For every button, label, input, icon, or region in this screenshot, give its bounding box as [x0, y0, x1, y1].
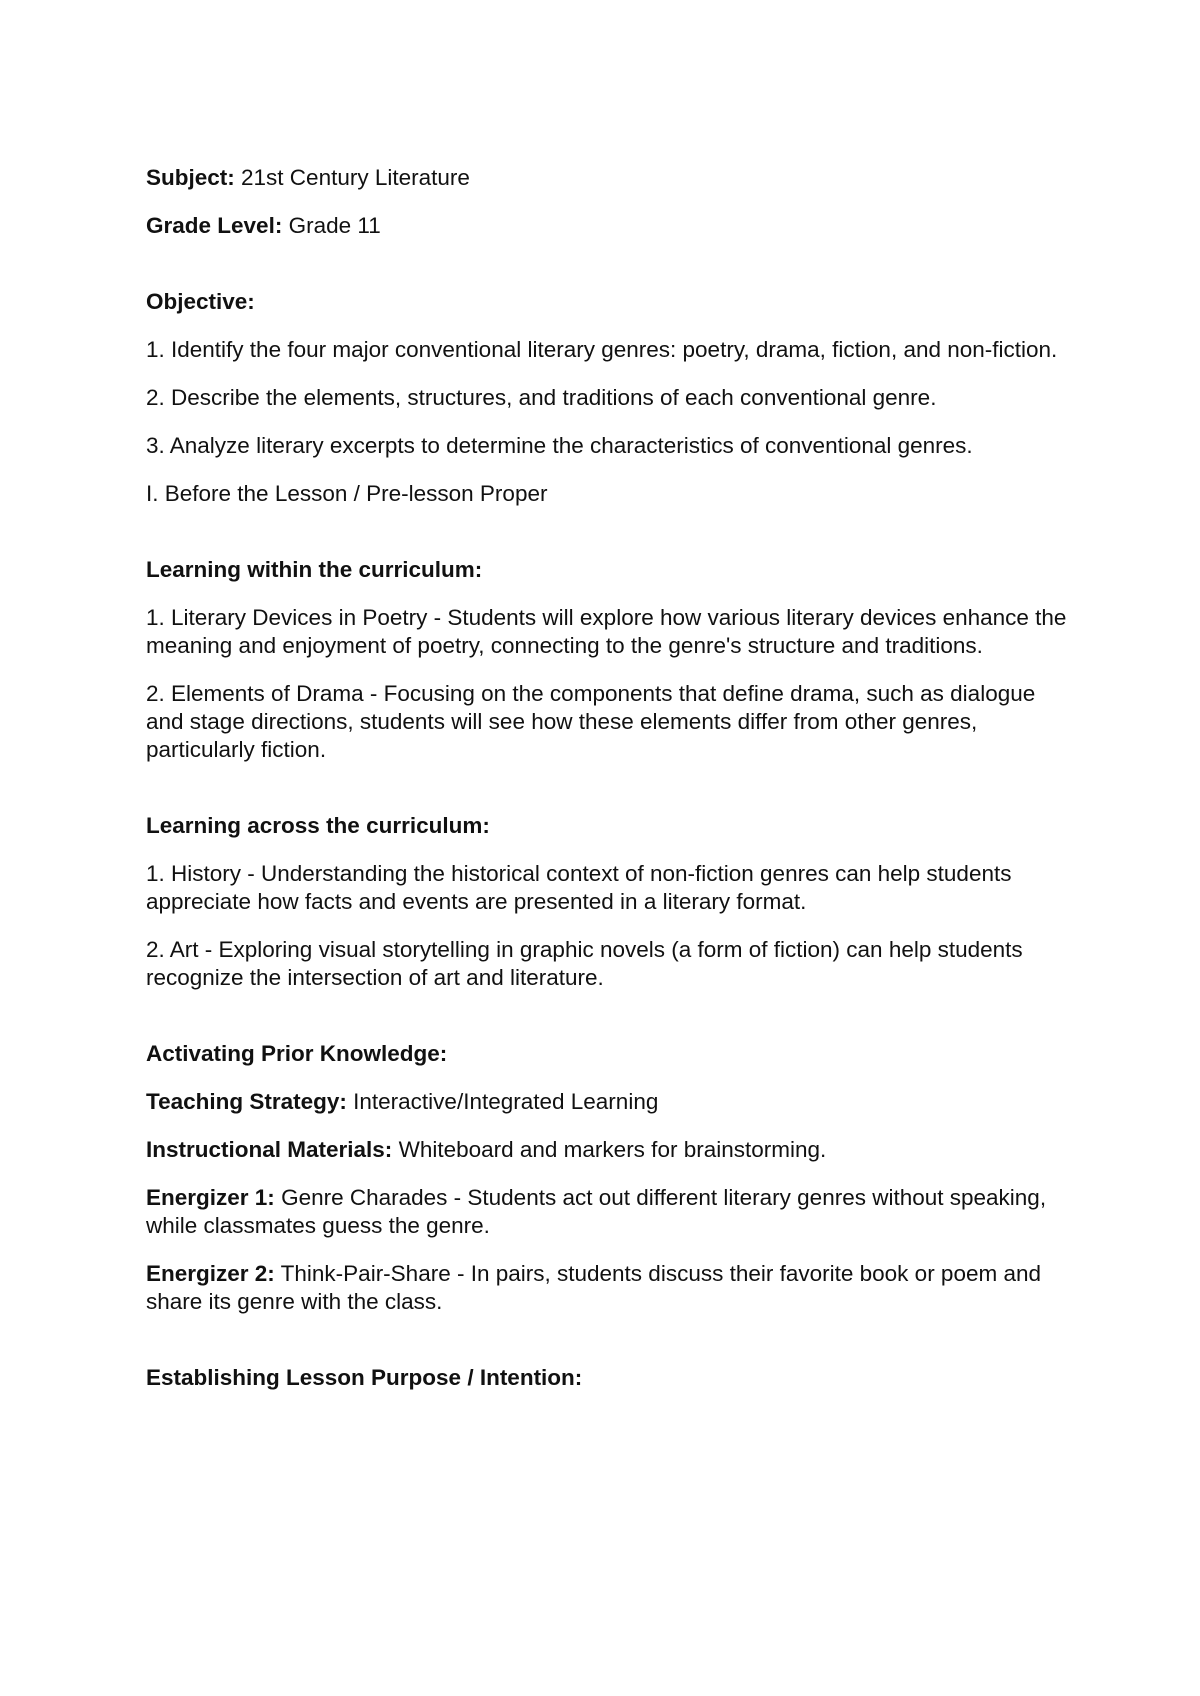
within-item-2: 2. Elements of Drama - Focusing on the components that define drama, such as dialogue and stage directions, students will see how these elements differ from other genres, particularly fiction. — [146, 681, 1036, 762]
within-heading: Learning within the curriculum: — [146, 557, 483, 582]
subject-value: 21st Century Literature — [241, 165, 470, 190]
energizer-2-label: Energizer 2: — [146, 1261, 275, 1286]
spacer — [146, 784, 1076, 812]
objective-heading: Objective: — [146, 289, 255, 314]
subject-label: Subject: — [146, 165, 235, 190]
across-item-1: 1. History - Understanding the historical context of non-fiction genres can help students appreciate how facts and events are presented in a literary format. — [146, 861, 1012, 914]
objective-item-1: 1. Identify the four major conventional literary genres: poetry, drama, fiction, and non-fiction. — [146, 337, 1058, 362]
purpose-heading: Establishing Lesson Purpose / Intention: — [146, 1365, 583, 1390]
spacer — [146, 528, 1076, 556]
strategy-value: Interactive/Integrated Learning — [353, 1089, 659, 1114]
section-line: I. Before the Lesson / Pre-lesson Proper — [146, 481, 548, 506]
grade-label: Grade Level: — [146, 213, 283, 238]
prior-heading: Activating Prior Knowledge: — [146, 1041, 448, 1066]
across-heading: Learning across the curriculum: — [146, 813, 490, 838]
energizer-1-line — [146, 1184, 1076, 1240]
objective-item-2: 2. Describe the elements, structures, and traditions of each conventional genre. — [146, 385, 937, 410]
spacer — [146, 1012, 1076, 1040]
materials-line — [146, 1136, 1076, 1164]
spacer — [146, 260, 1076, 288]
energizer-1-label: Energizer 1: — [146, 1185, 275, 1210]
strategy-line — [146, 1088, 1076, 1116]
energizer-2-value: Think-Pair-Share - In pairs, students discuss their favorite book or poem and share its genre with the class. — [146, 1261, 1042, 1314]
grade-line — [146, 212, 1076, 240]
within-item-1: 1. Literary Devices in Poetry - Students will explore how various literary devices enhance the meaning and enjoyment of poetry, connecting to the genre's structure and traditions. — [146, 605, 1067, 658]
lesson-plan-page — [146, 164, 1076, 1412]
energizer-1-value: Genre Charades - Students act out different literary genres without speaking, while classmates guess the genre. — [146, 1185, 1047, 1238]
across-item-2: 2. Art - Exploring visual storytelling in graphic novels (a form of fiction) can help students recognize the intersection of art and literature. — [146, 937, 1023, 990]
objective-item-3: 3. Analyze literary excerpts to determine the characteristics of conventional genres. — [146, 433, 973, 458]
energizer-2-line — [146, 1260, 1076, 1316]
materials-label: Instructional Materials: — [146, 1137, 393, 1162]
subject-line — [146, 164, 1076, 192]
grade-value: Grade 11 — [288, 213, 381, 238]
materials-value: Whiteboard and markers for brainstorming. — [398, 1137, 827, 1162]
spacer — [146, 1336, 1076, 1364]
strategy-label: Teaching Strategy: — [146, 1089, 347, 1114]
